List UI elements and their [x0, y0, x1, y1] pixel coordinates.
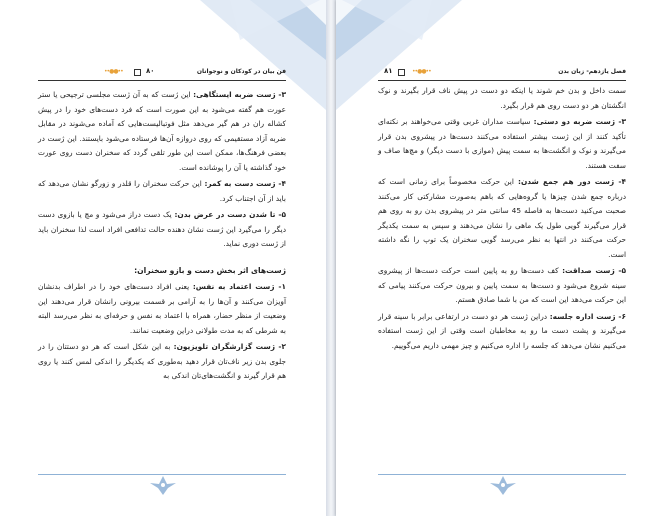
page-number: ۸۰ [146, 67, 155, 75]
page-number: ۸۱ [384, 67, 393, 75]
paragraph: ۳- ژست ضربه ایستگاهی: این ژست که به آن ژست مجلسی ترجیحی یا ستر عورت هم گفته می‌شود به این صورت است که فرد دست‌های خود را در پیش کشاله ران در هم گیر می‌دهد مثل فوتبالیست‌هایی که آماده می‌شوند در مقابل ضربه آزاد مستقیمی که روی دروازه آن‌ها فرستاده می‌شود بایستند. این ژست در بعضی فرهنگ‌ها، ممکن است این طور تلقی گردد که سخنران دست روی عورت خود گذاشته یا آن را پوشانده است. [38, 90, 286, 172]
paragraph: ۲- ژست گزارشگران تلویزیون: به این شکل است که هر دو دستتان را در جلوی بدن زیر ناف‌تان قرار دهید به‌طوری که یکدیگر را اندکی لمس کنند یا روی هم قرار گیرند و انگشت‌های‌تان اندکی به [38, 342, 287, 380]
header-square-icon [134, 69, 141, 76]
paragraph: ۶- ژست اداره جلسه: دراین ژست هر دو دست در ارتفاعی برابر با سینه قرار می‌گیرند و پشت دست ما رو به مخاطبان است وقتی از این ژست استفاده می‌کنیم نشان می‌دهد که جلسه را اداره می‌کنیم و چیز مهمی داریم می‌گوییم. [378, 311, 626, 350]
paragraph: ۱- ژست اعتماد به نفس: یعنی افراد دست‌های خود را در اطراف بدنشان آویزان می‌کنند و آن‌ها را به آرامی بر قسمت بیرونی رانشان قرار می‌دهند این وضعیت از منظر حضار، همراه با اعتماد به نفس و حرفه‌ای به نظر می‌رسد البته به شرطی که به مدت طولانی دراین وضعیت نمانند. [38, 282, 286, 335]
paragraph: ۴- ژست دست به کمر: این حرکت سخنران را قلدر و زورگو نشان می‌دهد که باید از آن اجتناب کرد. [38, 179, 286, 203]
header-square-icon [398, 69, 405, 76]
book-gutter [326, 0, 336, 516]
left-page [0, 0, 326, 516]
header-title: فن بیان در کودکان و نوجوانان [196, 68, 286, 75]
section-title: ژست‌های اثر بخش دست و بازو سخنران: [134, 265, 286, 275]
footer-ornament-icon [488, 474, 518, 496]
paragraph: ۳- ژست ضربه دو دستی: سیاست مداران غربی وقتی می‌خواهند بر نکته‌ای تأکید کنند از این ژست بیشتر استفاده می‌کنند دست‌ها در پیشروی بدن قرار می‌گیرند و نوک و انگشت‌ها به سمت پیش (موازی با دست دیگر) و مچ‌ها صاف و سفت هستند. [378, 117, 626, 170]
page-body [38, 88, 286, 386]
paragraph: ۵- تا شدن دست در عرض بدن: یک دست دراز می‌شود و مچ یا بازوی دست دیگر را می‌گیرد این ژست نشان دهنده حالت تدافعی افراد است لذا سخنران باید از ژست دوری نماید. [38, 210, 286, 248]
header-ornament-dots: ••●●•• [104, 68, 123, 75]
paragraph: ۵- ژست صداقت: کف دست‌ها رو به پایین است حرکت دست‌ها از پیشروی سینه شروع می‌شود و دست‌ها به سمت پایین و بیرون حرکت می‌کنند پیامی که این حرکت می‌دهد این است که من با شما صادق هستم. [378, 266, 626, 304]
paragraph: ۴- ژست دور هم جمع شدن: این حرکت مخصوصاً برای زمانی است که درباره جمع شدن چیزها یا گروه‌هایی که باهم به‌صورت مشارکتی کار می‌کنند صحبت می‌کنید دست‌ها به فاصله 45 سانتی متر در پیشروی بدن رو به روی هم قرار می‌گیرند گویی طول یک ماهی را نشان می‌دهند و سپس به سمت یکدیگر حرکت می‌کنند در انتها به نظر می‌رسد گویی سخنران یک توپ را نگه داشته است. [378, 177, 627, 259]
page-header [38, 66, 286, 81]
page-header [378, 66, 626, 81]
header-ornament-dots: ••●●•• [412, 68, 431, 75]
header-title: فصل یازدهم- زبان بدن [558, 68, 626, 75]
footer-ornament-icon [148, 474, 178, 496]
right-page [336, 0, 663, 516]
page-body [378, 84, 626, 355]
paragraph: سمت داخل و بدن خم شوند یا اینکه دو دست در پیش ناف قرار بگیرند و نوک انگشتان هر دو دست روی هم قرار بگیرد. [378, 86, 626, 110]
